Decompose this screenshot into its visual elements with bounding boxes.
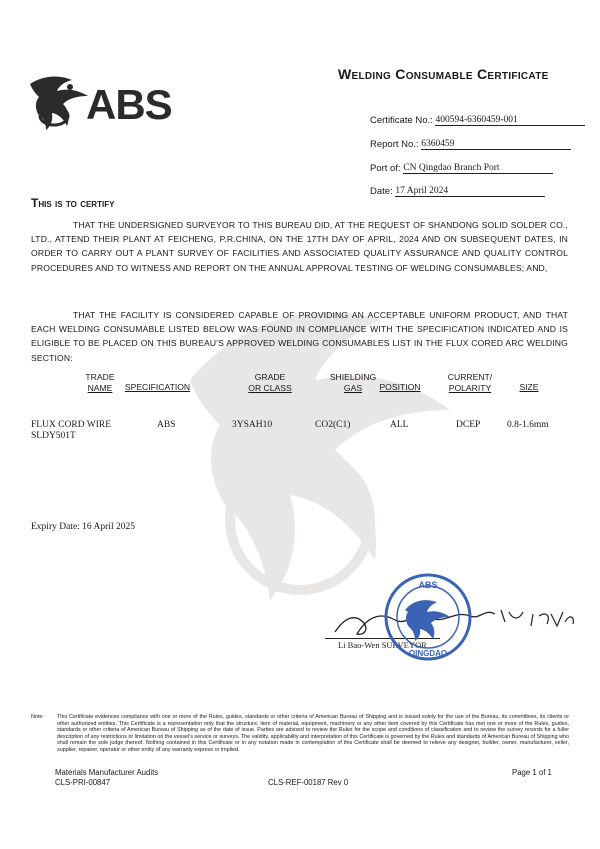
svg-text:ABS: ABS <box>418 580 438 590</box>
document-title <box>338 66 549 82</box>
certification-paragraph-1 <box>31 218 568 275</box>
cell-specification: ABS <box>157 420 176 430</box>
cell-current: DCEP <box>456 420 481 430</box>
header-gas-line1: SHIELDING <box>329 372 377 382</box>
footer-center: CLS-REF-00187 Rev 0 <box>268 778 349 787</box>
date-value: 17 April 2024 <box>395 186 449 196</box>
footer-page-number: Page 1 of 1 <box>512 768 552 777</box>
cell-trade-line2: SLDY501T <box>31 431 76 441</box>
abs-logo <box>28 70 188 134</box>
footer-left-line2: CLS-PRI-00847 <box>55 777 111 787</box>
paragraph-2-text: THAT THE FACILITY IS CONSIDERED CAPABLE OF PROVIDING AN ACCEPTABLE UNIFORM PRODUCT, AND THAT EACH WELDING CONSUMABLE LISTED BELOW WAS FOUND IN COMPLIANCE WITH THE SPECIFICATION INDICATED AND IS ELIGIBLE TO BE PLACED ON THIS BUREAU'S APPROVED WELDING CONSUMABLES LIST IN THE FLUX CORED ARC WELDING SECTION: <box>31 310 568 363</box>
eagle-logo-icon <box>28 70 90 132</box>
document-title-text: Welding Consumable Certificate <box>338 66 549 82</box>
table-header-position <box>370 382 430 393</box>
certify-heading-text: This is to certify <box>31 196 115 210</box>
table-header-specification <box>115 382 200 393</box>
paragraph-1-text: THAT THE UNDERSIGNED SURVEYOR TO THIS BUREAU DID, AT THE REQUEST OF SHANDONG SOLID SOLDER CO., LTD., ATTEND THEIR PLANT AT FEICHENG, P.R.CHINA, ON THE 17TH DAY OF APRIL, 2024 AND ON SUBSEQUENT DATES, IN ORDER TO CARRY OUT A PLANT SURVEY OF FACILITIES AND ASSOCIATED QUALITY ASSURANCE AND QUALITY CONTROL PROCEDURES AND TO WITNESS AND REPORT ON THE ANNUAL APPROVAL TESTING OF WELDING CONSUMABLES; AND, <box>31 220 568 273</box>
report-number-label: Report No.: <box>370 139 419 150</box>
header-trade-line2: NAME <box>87 382 113 393</box>
cell-grade: 3YSAH10 <box>232 420 273 430</box>
header-size-text: SIZE <box>519 382 539 392</box>
note-text: This Certificate evidences compliance with one or more of the Rules, guides, standards or other criteria of American Bureau of Shipping and is issued solely for the use of the Bureau, its committees, its clients or other authorized entities. This Certificate is a representation only that the structure, item of material, equipment, machinery or any other item covered by this Certificate has met one or more of the Rules, guides, standards or other criteria of American Bureau of Shipping as of the date of issue. Parties are advised to review the Rules for the scope and conditions of classification and to review the survey records for a fuller description of any restrictions or limitation on the vessel's service or surveys. The validity, applicability and interpretation of this Certificate is governed by the Rules and standards of American Bureau of Shipping who shall remain the sole judge thereof. Nothing contained in this Certificate or in any notation made in contemplation of this Certificate shall be deemed to relieve any designer, builder, owner, manufacturer, seller, supplier, repairer, operator or other entity of any warranty express or implied. <box>57 714 569 753</box>
note-label: Note: <box>31 714 44 720</box>
footer-left-line1: Materials Manufacturer Audits <box>55 768 159 777</box>
abs-qingdao-stamp-icon <box>383 572 473 662</box>
header-trade-line1: TRADE <box>85 372 115 382</box>
date-field <box>370 185 545 197</box>
table-header-grade <box>240 372 300 393</box>
header-gas-line2: GAS <box>343 382 363 393</box>
header-grade-line1: GRADE <box>254 372 286 382</box>
report-number-field <box>370 138 571 150</box>
expiry-date: Expiry Date: 16 April 2025 <box>31 522 135 532</box>
table-header-current <box>440 372 500 393</box>
svg-text:QINGDAO: QINGDAO <box>408 649 448 658</box>
header-current-line2: POLARITY <box>448 382 492 393</box>
header-position-text: POSITION <box>379 382 421 392</box>
date-label: Date: <box>370 186 393 197</box>
port-field <box>370 162 553 174</box>
cell-size: 0.8-1.6mm <box>507 420 549 430</box>
cell-shielding-gas: CO2(C1) <box>315 420 351 430</box>
certificate-number-field <box>370 114 585 126</box>
port-value: CN Qingdao Branch Port <box>403 163 500 173</box>
header-current-line1: CURRENT/ <box>447 372 493 382</box>
header-spec-text: SPECIFICATION <box>124 382 191 392</box>
surveyor-name: Li Bao-Wen SURVEYOR <box>338 640 427 650</box>
abs-logo-text: ABS <box>86 81 172 128</box>
report-number-value: 6360459 <box>421 139 455 149</box>
cell-trade-name <box>31 420 131 442</box>
certificate-number-label: Certificate No.: <box>370 115 433 126</box>
port-label: Port of: <box>370 163 401 174</box>
certification-paragraph-2 <box>31 308 568 365</box>
cell-position: ALL <box>390 420 409 430</box>
certify-heading <box>31 196 114 210</box>
table-header-size <box>514 382 544 393</box>
footer-left <box>55 768 158 787</box>
certificate-number-value: 400594-6360459-001 <box>435 115 518 125</box>
cell-trade-line1: FLUX CORD WIRE <box>31 420 112 430</box>
header-grade-line2: OR CLASS <box>248 382 292 393</box>
